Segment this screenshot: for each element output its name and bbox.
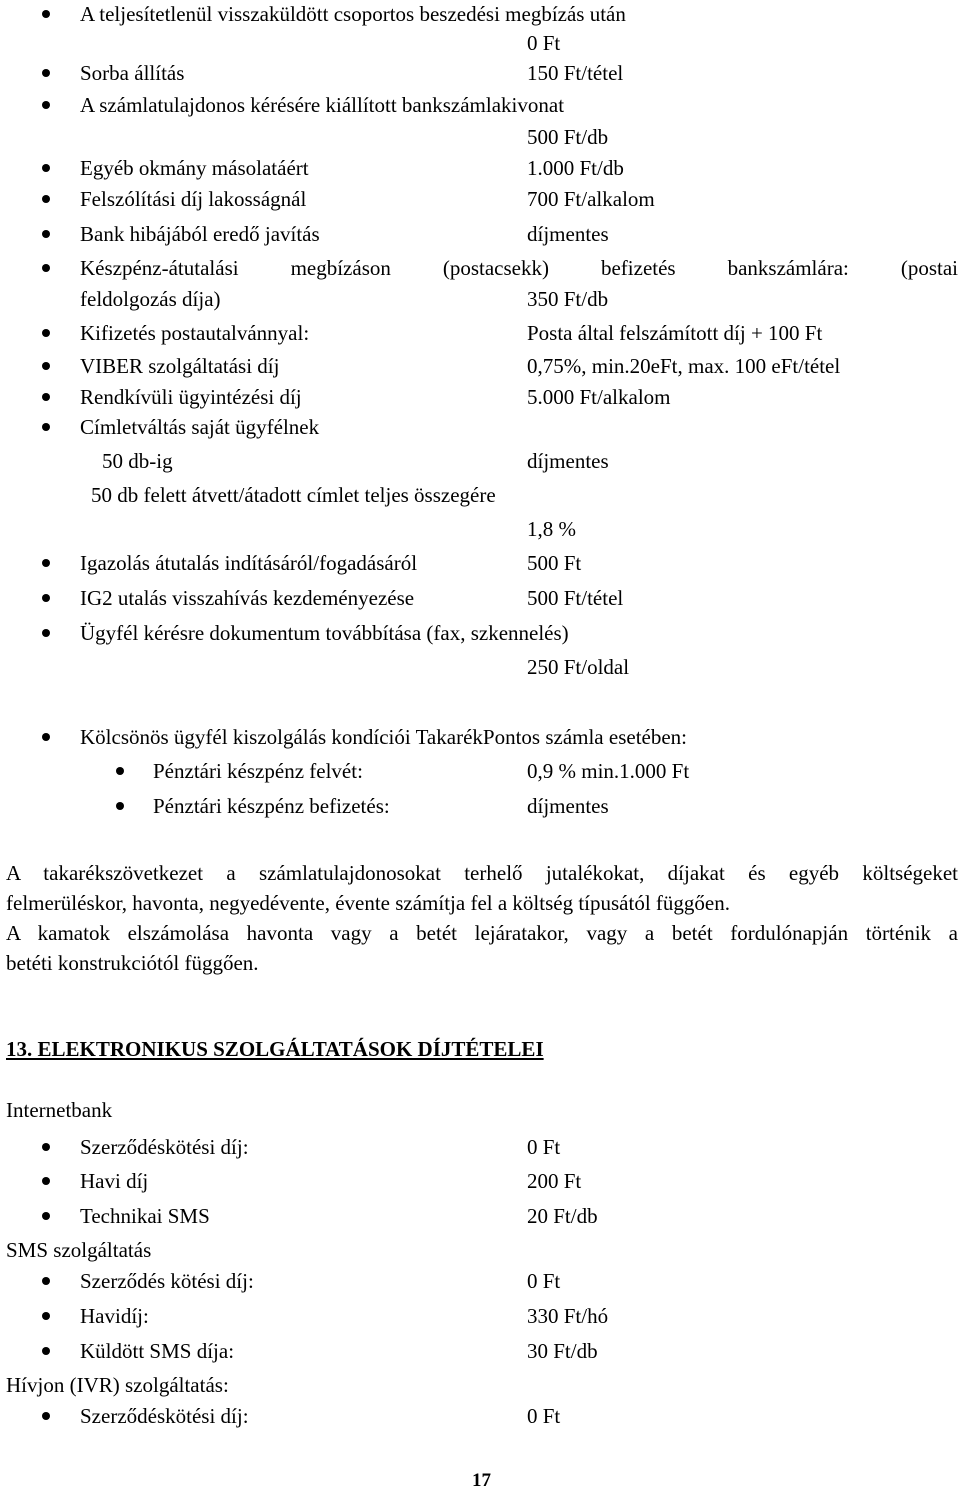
- fee-value: 0 Ft: [527, 1269, 561, 1293]
- fee-label: Készpénz-átutalási megbízáson (postacsekk) befizetés bankszámlára: (postai: [80, 256, 958, 280]
- fee-label-continued: feldolgozás díja): [80, 287, 221, 311]
- sub-fee-label: Pénztári készpénz befizetés:: [153, 794, 390, 818]
- bullet: [42, 629, 50, 637]
- fee-label: Rendkívüli ügyintézési díj: [80, 385, 302, 409]
- bullet: [42, 393, 50, 401]
- fee-value: díjmentes: [527, 222, 609, 246]
- fee-label: Egyéb okmány másolatáért: [80, 156, 309, 180]
- bullet: [42, 733, 50, 741]
- fee-label: Ügyfél kérésre dokumentum továbbítása (fax, szkennelés): [80, 621, 569, 645]
- bullet: [42, 362, 50, 370]
- fee-value: 30 Ft/db: [527, 1339, 598, 1363]
- fee-label: Technikai SMS: [80, 1204, 210, 1228]
- sub-fee-label: Pénztári készpénz felvét:: [153, 759, 363, 783]
- bullet: [116, 802, 124, 810]
- fee-label: Szerződés kötési díj:: [80, 1269, 254, 1293]
- bullet: [42, 1347, 50, 1355]
- bullet: [42, 1212, 50, 1220]
- fee-value: 0 Ft: [527, 1404, 561, 1428]
- bullet: [42, 10, 50, 18]
- fee-value: 5.000 Ft/alkalom: [527, 385, 671, 409]
- fee-label: Havidíj:: [80, 1304, 149, 1328]
- fee-label: Szerződéskötési díj:: [80, 1135, 249, 1159]
- bullet: [42, 1312, 50, 1320]
- fee-label: Havi díj: [80, 1169, 149, 1193]
- subsection-title: SMS szolgáltatás: [6, 1238, 152, 1262]
- fee-value: 700 Ft/alkalom: [527, 187, 655, 211]
- fee-label: Sorba állítás: [80, 61, 185, 85]
- fee-value: 200 Ft: [527, 1169, 582, 1193]
- fee-value: 1.000 Ft/db: [527, 156, 624, 180]
- paragraph-line: A kamatok elszámolása havonta vagy a betét lejáratakor, vagy a betét fordulónapján történik a: [6, 921, 958, 945]
- fee-value: 0 Ft: [527, 31, 561, 55]
- sub-fee-value: 0,9 % min.1.000 Ft: [527, 759, 690, 783]
- fee-label: Küldött SMS díja:: [80, 1339, 235, 1363]
- bullet: [42, 101, 50, 109]
- fee-value: Posta által felszámított díj + 100 Ft: [527, 321, 823, 345]
- fee-value: 150 Ft/tétel: [527, 61, 624, 85]
- fee-label: Igazolás átutalás indításáról/fogadásáról: [80, 551, 418, 575]
- fee-label: VIBER szolgáltatási díj: [80, 354, 280, 378]
- fee-label: Bank hibájából eredő javítás: [80, 222, 320, 246]
- paragraph-line: A takarékszövetkezet a számlatulajdonosokat terhelő jutalékokat, díjakat és egyéb költségeket: [6, 861, 958, 885]
- bullet: [42, 1412, 50, 1420]
- sub-fee-value: díjmentes: [527, 794, 609, 818]
- fee-label: Felszólítási díj lakosságnál: [80, 187, 307, 211]
- paragraph-line: felmerüléskor, havonta, negyedévente, évente számítja fel a költség típusától függően.: [6, 891, 730, 915]
- sub-fee-label: 50 db-ig: [102, 449, 173, 473]
- bullet: [42, 195, 50, 203]
- fee-label: Szerződéskötési díj:: [80, 1404, 249, 1428]
- fee-value: 0 Ft: [527, 1135, 561, 1159]
- fee-value: 20 Ft/db: [527, 1204, 598, 1228]
- fee-label: A teljesítetlenül visszaküldött csoportos beszedési megbízás után: [80, 2, 626, 26]
- fee-label: A számlatulajdonos kérésére kiállított bankszámlakivonat: [80, 93, 565, 117]
- fee-value: 250 Ft/oldal: [527, 655, 630, 679]
- fee-value: 500 Ft/tétel: [527, 586, 624, 610]
- bullet: [42, 559, 50, 567]
- sub-fee-value: díjmentes: [527, 449, 609, 473]
- kolcsonos-label: Kölcsönös ügyfél kiszolgálás kondíciói TakarékPontos számla esetében:: [80, 725, 688, 749]
- fee-label: Címletváltás saját ügyfélnek: [80, 415, 320, 439]
- sub-fee-value: 1,8 %: [527, 517, 576, 541]
- fee-value: 350 Ft/db: [527, 287, 609, 311]
- fee-value: 500 Ft: [527, 551, 582, 575]
- bullet: [42, 69, 50, 77]
- fee-value: 330 Ft/hó: [527, 1304, 609, 1328]
- bullet: [42, 329, 50, 337]
- fee-value: 500 Ft/db: [527, 125, 609, 149]
- bullet: [42, 1143, 50, 1151]
- bullet: [42, 230, 50, 238]
- fee-label: IG2 utalás visszahívás kezdeményezése: [80, 586, 415, 610]
- subsection-title: Internetbank: [6, 1098, 113, 1122]
- sub-fee-label: 50 db felett átvett/átadott címlet teljes összegére: [91, 483, 496, 507]
- bullet: [42, 1177, 50, 1185]
- bullet: [42, 264, 50, 272]
- subsection-title: Hívjon (IVR) szolgáltatás:: [6, 1373, 229, 1397]
- bullet: [42, 164, 50, 172]
- paragraph-line: betéti konstrukciótól függően.: [6, 951, 259, 975]
- section-heading: 13. ELEKTRONIKUS SZOLGÁLTATÁSOK DÍJTÉTELEI: [6, 1037, 544, 1061]
- fee-label: Kifizetés postautalvánnyal:: [80, 321, 310, 345]
- bullet: [42, 594, 50, 602]
- bullet: [42, 423, 50, 431]
- fee-value: 0,75%, min.20eFt, max. 100 eFt/tétel: [527, 354, 841, 378]
- bullet: [116, 767, 124, 775]
- bullet: [42, 1277, 50, 1285]
- page-number: 17: [472, 1470, 491, 1491]
